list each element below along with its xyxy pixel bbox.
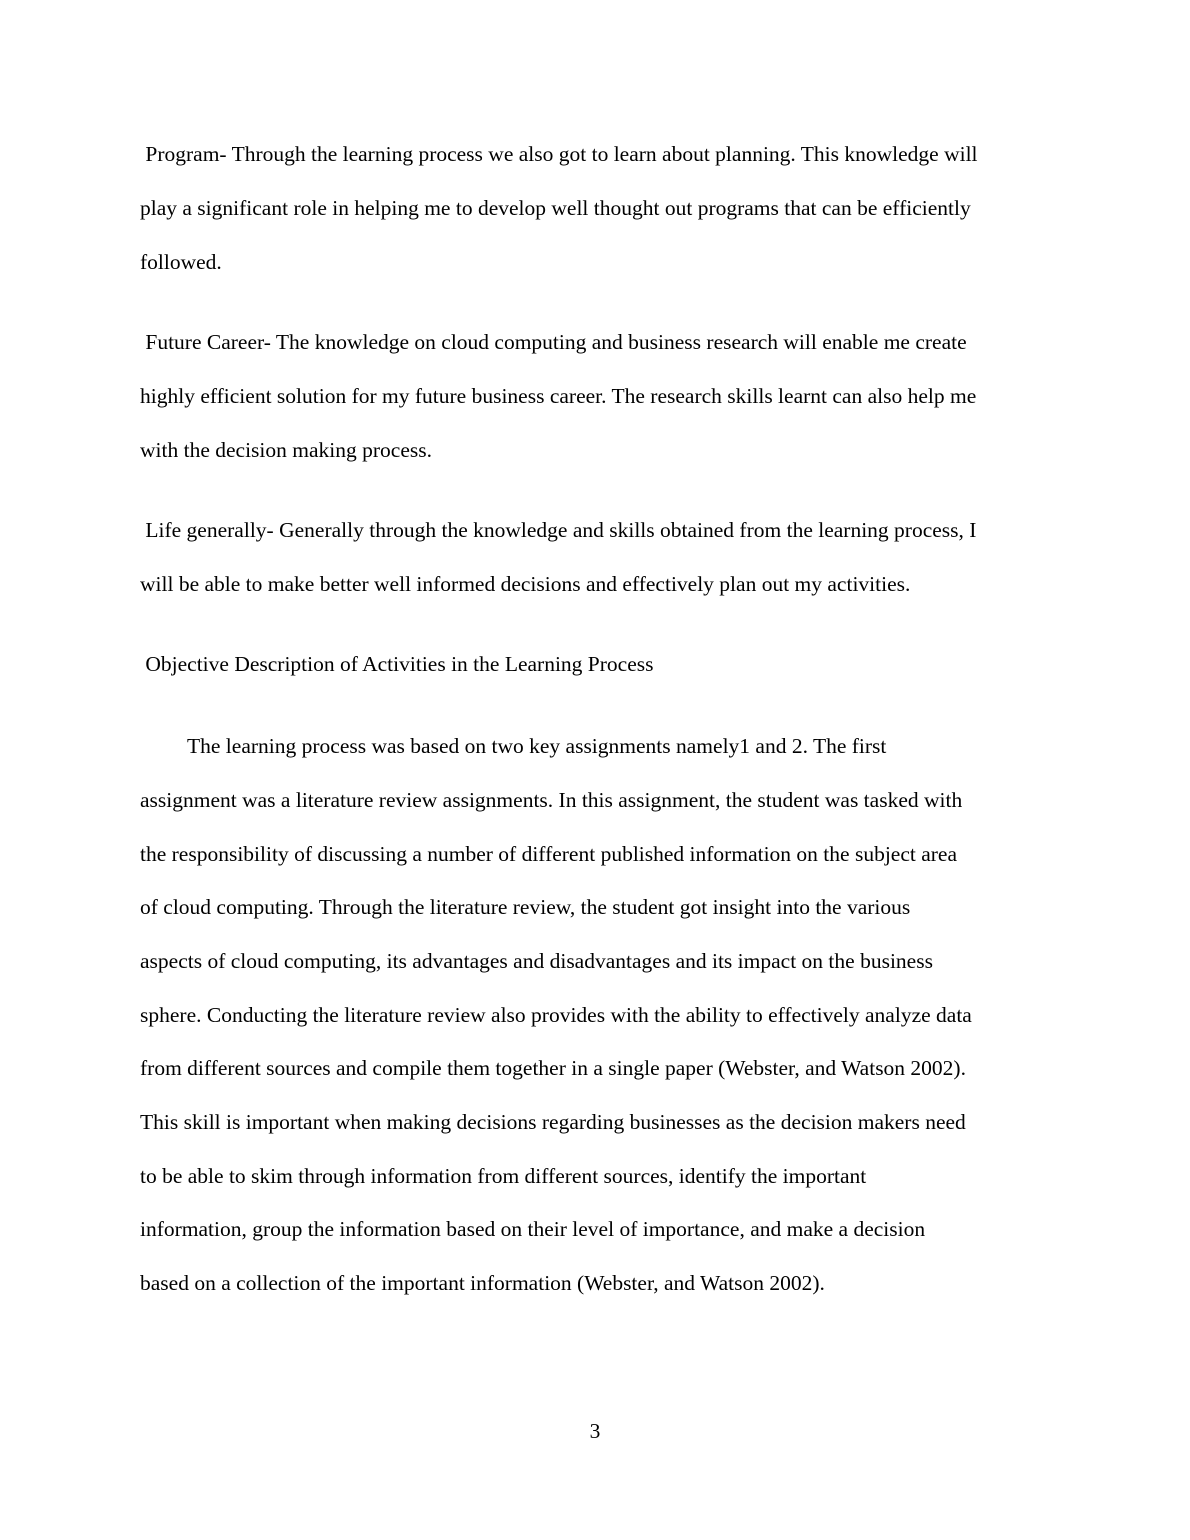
text-line: highly efficient solution for my future business career. The research skills learnt can also help me [140,384,977,408]
text-line: assignment was a literature review assignments. In this assignment, the student was tasked with [140,788,963,812]
text-line: information, group the information based on their level of importance, and make a decision [140,1217,926,1241]
page-number: 3 [589,1419,601,1443]
section-heading-text: Objective Description of Activities in the Learning Process [140,652,654,676]
text-line: followed. [140,250,222,274]
text-line: Program- Through the learning process we also got to learn about planning. This knowledge will [140,142,978,166]
text-line: The learning process was based on two key assignments namely1 and 2. The first [187,734,887,758]
text-line: to be able to skim through information from different sources, identify the important [140,1164,867,1188]
text-line: the responsibility of discussing a number of different published information on the subject area [140,842,958,866]
text-line: play a significant role in helping me to develop well thought out programs that can be efficiently [140,196,971,220]
text-line: from different sources and compile them together in a single paper (Webster, and Watson 2002). [140,1056,966,1080]
text-line: based on a collection of the important information (Webster, and Watson 2002). [140,1271,825,1295]
text-line: of cloud computing. Through the literature review, the student got insight into the various [140,895,911,919]
text-line: This skill is important when making decisions regarding businesses as the decision makers need [140,1110,966,1134]
text-line: with the decision making process. [140,438,432,462]
text-line: Future Career- The knowledge on cloud computing and business research will enable me create [140,330,967,354]
text-line: will be able to make better well informed decisions and effectively plan out my activities. [140,572,911,596]
text-line: Life generally- Generally through the knowledge and skills obtained from the learning process, I [140,518,977,542]
text-line: sphere. Conducting the literature review also provides with the ability to effectively analyze data [140,1003,972,1027]
text-line: aspects of cloud computing, its advantages and disadvantages and its impact on the business [140,949,933,973]
